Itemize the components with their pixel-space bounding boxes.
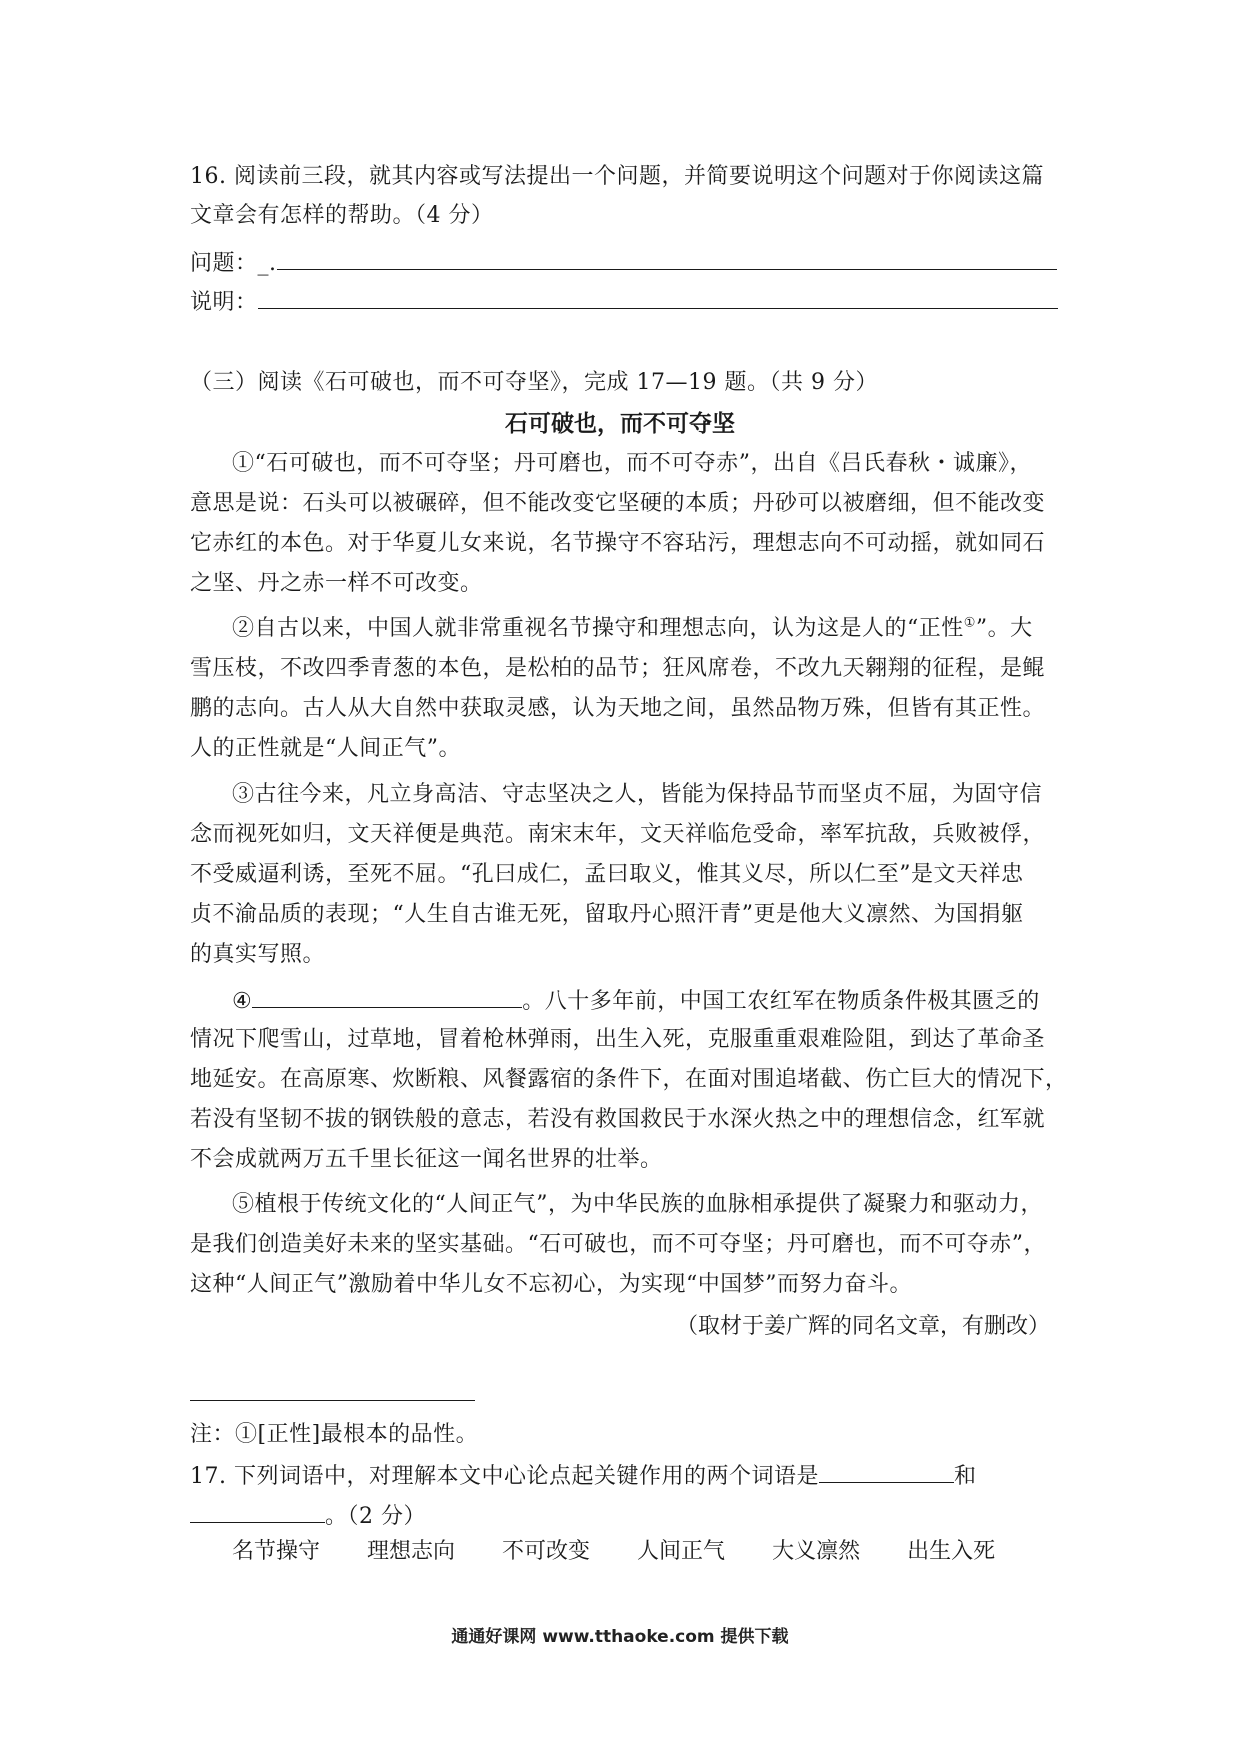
p2-line-3: 鹏的志向。古人从大自然中获取灵感，认为天地之间，虽然品物万殊，但皆有其正性。 — [190, 696, 1046, 721]
q17-option[interactable]: 人间正气 — [637, 1539, 726, 1564]
p1-line-4: 之坚、丹之赤一样不可改变。 — [190, 571, 483, 596]
footnote-divider — [190, 1400, 475, 1401]
q17-blank-1[interactable] — [819, 1460, 954, 1483]
p5-line-1: ⑤植根于传统文化的“人间正气”，为中华民族的血脉相承提供了凝聚力和驱动力， — [232, 1192, 1043, 1217]
q16-question-row — [190, 247, 1057, 279]
p1-line-2: 意思是说：石头可以被碾碎，但不能改变它坚硬的本质；丹砂可以被磨细，但不能改变 — [190, 491, 1046, 516]
q17-points: 。（2 分） — [325, 1504, 426, 1529]
p4-line-3: 地延安。在高原寒、炊断粮、风餐露宿的条件下，在面对围追堵截、伤亡巨大的情况下， — [190, 1067, 1068, 1092]
p4-fill-blank[interactable] — [252, 985, 522, 1008]
p2-line-1-text: ②自古以来，中国人就非常重视名节操守和理想志向，认为这是人的“正性 — [232, 616, 964, 641]
q17-option[interactable]: 理想志向 — [367, 1539, 456, 1564]
q17-option[interactable]: 不可改变 — [502, 1539, 591, 1564]
q16-question-label: 问题： — [190, 251, 258, 276]
q16-line-1: 16. 阅读前三段，就其内容或写法提出一个问题，并简要说明这个问题对于你阅读这篇 — [190, 164, 1044, 189]
p4-line-1-tail: 。八十多年前，中国工农红军在物质条件极其匮乏的 — [522, 989, 1040, 1014]
q16-explain-row — [190, 286, 1058, 318]
p2-line-2: 雪压枝，不改四季青葱的本色，是松柏的品节；狂风席卷，不改九天翱翔的征程，是鲲 — [190, 656, 1046, 681]
p3-line-3: 不受威逼利诱，至死不屈。“孔曰成仁，孟曰取义，惟其义尽，所以仁至”是文天祥忠 — [190, 862, 1024, 887]
p1-line-1: ①“石可破也，而不可夺坚；丹可磨也，而不可夺赤”，出自《吕氏春秋・诚廉》， — [232, 451, 1032, 476]
q16-line-2: 文章会有怎样的帮助。（4 分） — [190, 203, 494, 228]
q16-explain-answer-line[interactable] — [258, 286, 1058, 309]
article-source: （取材于姜广辉的同名文章，有删改） — [675, 1314, 1050, 1339]
q17-and: 和 — [953, 1464, 977, 1489]
p4-line-4: 若没有坚韧不拔的钢铁般的意志，若没有救国救民于水深火热之中的理想信念，红军就 — [190, 1107, 1046, 1132]
p4-line-5: 不会成就两万五千里长征这一闻名世界的壮举。 — [190, 1147, 663, 1172]
p3-line-4: 贞不渝品质的表现；“人生自古谁无死，留取丹心照汗青”更是他大义凛然、为国捐躯 — [190, 902, 1024, 927]
p3-line-1: ③古往今来，凡立身高洁、守志坚决之人，皆能为保持品节而坚贞不屈，为固守信 — [232, 782, 1043, 807]
p3-line-2: 念而视死如归，文天祥便是典范。南宋末年，文天祥临危受命，率军抗敌，兵败被俘， — [190, 822, 1046, 847]
section3-intro: （三）阅读《石可破也，而不可夺坚》，完成 17—19 题。（共 9 分） — [190, 370, 878, 395]
article-title: 石可破也，而不可夺坚 — [505, 410, 735, 437]
q17-line-1-text: 17. 下列词语中，对理解本文中心论点起关键作用的两个词语是 — [190, 1464, 819, 1489]
q17-blank-2[interactable] — [190, 1500, 325, 1523]
page-footer: 通通好课网 www.tthaoke.com 提供下载 — [451, 1627, 789, 1647]
p4-number: ④ — [232, 989, 253, 1014]
p2-line-1 — [232, 614, 1033, 644]
q17-option[interactable]: 出生入死 — [907, 1539, 996, 1564]
footnote: 注：①[正性]最根本的品性。 — [190, 1422, 479, 1447]
q16-explain-label: 说明： — [190, 290, 258, 315]
q17-option[interactable]: 名节操守 — [232, 1539, 321, 1564]
p3-line-5: 的真实写照。 — [190, 942, 326, 967]
footnote-marker: ① — [963, 615, 976, 631]
p4-line-2: 情况下爬雪山，过草地，冒着枪林弹雨，出生入死，克服重重艰难险阻，到达了革命圣 — [190, 1027, 1046, 1052]
q16-question-mark: _. — [257, 251, 277, 276]
q17-line-1 — [190, 1460, 977, 1492]
p5-line-3: 这种“人间正气”激励着中华儿女不忘初心，为实现“中国梦”而努力奋斗。 — [190, 1272, 912, 1297]
p4-line-1 — [232, 985, 1040, 1017]
p2-line-4: 人的正性就是“人间正气”。 — [190, 736, 461, 761]
q16-question-answer-line[interactable] — [277, 247, 1057, 270]
q17-line-2 — [190, 1500, 426, 1532]
q17-option[interactable]: 大义凛然 — [772, 1539, 861, 1564]
p2-line-1-tail: ”。大 — [975, 616, 1033, 641]
p1-line-3: 它赤红的本色。对于华夏儿女来说，名节操守不容玷污，理想志向不可动摇，就如同石 — [190, 531, 1046, 556]
q17-options — [232, 1537, 1035, 1567]
p5-line-2: 是我们创造美好未来的坚实基础。“石可破也，而不可夺坚；丹可磨也，而不可夺赤”， — [190, 1232, 1046, 1257]
